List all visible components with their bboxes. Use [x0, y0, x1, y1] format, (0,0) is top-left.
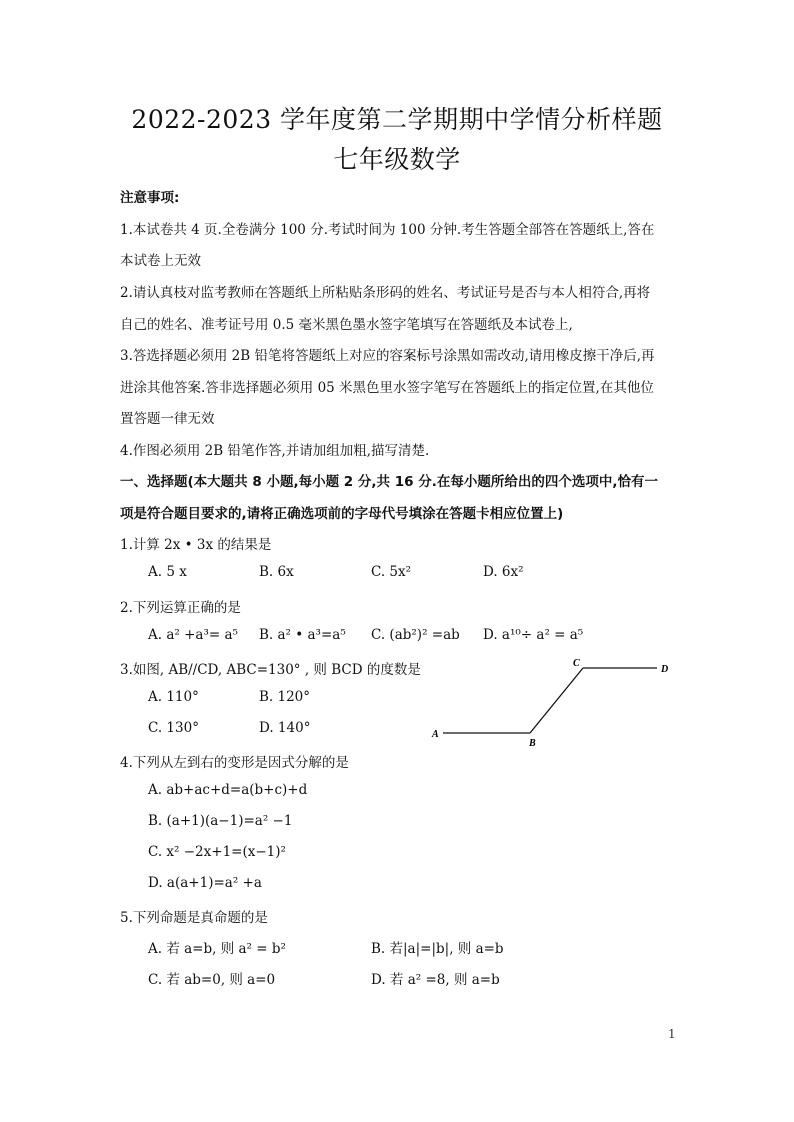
section-heading: 一、选择题(本大题共 8 小题,每小题 2 分,共 16 分.在每小题所给出的四个选项中,恰有一 — [120, 474, 658, 490]
notice-heading: 注意事项: — [120, 190, 180, 206]
q2-option-c: C. (ab²)² =ab — [371, 627, 460, 643]
q1-option-b: B. 6x — [259, 564, 294, 580]
label-d: D — [661, 664, 669, 675]
notice-line: 自己的姓名、准考证号用 0.5 毫米黑色墨水签字笔填写在答题纸及本试卷上, — [120, 317, 573, 333]
notice-line: 3.答选择题必须用 2B 铅笔将答题纸上对应的容案标号涂黑如需改动,请用橡皮擦干净后,再 — [120, 348, 655, 364]
q1-option-d: D. 6x² — [483, 564, 524, 580]
q1-option-c: C. 5x² — [371, 564, 412, 580]
notice-line: 1.本试卷共 4 页.全卷满分 100 分.考试时间为 100 分钟.考生答题全部答在答题纸上,答在 — [120, 222, 655, 238]
notice-line: 本试卷上无效 — [120, 253, 201, 269]
q3-option-c: C. 130° — [148, 720, 199, 736]
q4-option-d: D. a(a+1)=a² +a — [148, 875, 262, 891]
notice-line: 4.作图必须用 2B 铅笔作答,并请加组加粗,描写清楚. — [120, 443, 430, 459]
q2-option-a: A. a² +a³= a⁵ — [148, 627, 238, 643]
exam-subtitle: 七年级数学 — [333, 145, 461, 174]
q3-figure — [425, 655, 675, 750]
q1-option-a: A. 5 x — [148, 564, 187, 580]
q3-option-d: D. 140° — [259, 720, 311, 736]
question-1: 1.计算 2x • 3x 的结果是 — [120, 537, 272, 553]
section-heading: 项是符合题目要求的,请将正确选项前的字母代号填涂在答题卡相应位置上) — [120, 506, 564, 522]
question-3: 3.如图, AB//CD, ABC=130° , 则 BCD 的度数是 — [120, 662, 421, 678]
q2-option-b: B. a² • a³=a⁵ — [259, 627, 346, 643]
notice-line: 2.请认真枝对监考教师在答题纸上所粘贴条形码的姓名、考试证号是否与本人相符合,再将 — [120, 285, 651, 301]
q4-option-c: C. x² −2x+1=(x−1)² — [148, 844, 286, 860]
label-a: A — [432, 729, 439, 740]
label-b: B — [529, 738, 536, 749]
q3-option-b: B. 120° — [259, 689, 311, 705]
notice-line: 进涂其他答案.答非选择题必须用 05 米黑色里水签字笔写在答题纸上的指定位置,在其他位 — [120, 380, 654, 396]
exam-title: 2022-2023 学年度第二学期期中学情分析样题 — [131, 105, 663, 134]
q2-option-d: D. a¹⁰÷ a² = a⁵ — [483, 627, 584, 643]
q5-option-b: B. 若|a|=|b|, 则 a=b — [371, 941, 504, 957]
q4-option-b: B. (a+1)(a−1)=a² −1 — [148, 813, 293, 829]
question-2: 2.下列运算正确的是 — [120, 600, 241, 616]
question-5: 5.下列命题是真命题的是 — [120, 910, 268, 926]
q5-option-d: D. 若 a² =8, 则 a=b — [371, 972, 500, 988]
page-number: 1 — [668, 1027, 676, 1041]
q4-option-a: A. ab+ac+d=a(b+c)+d — [148, 782, 308, 798]
question-4: 4.下列从左到右的变形是因式分解的是 — [120, 755, 349, 771]
q5-option-c: C. 若 ab=0, 则 a=0 — [148, 972, 276, 988]
label-c: C — [573, 658, 580, 669]
q3-option-a: A. 110° — [148, 689, 199, 705]
q5-option-a: A. 若 a=b, 则 a² = b² — [148, 941, 286, 957]
segment-bc — [530, 668, 583, 733]
notice-line: 置答题一律无效 — [120, 411, 215, 427]
